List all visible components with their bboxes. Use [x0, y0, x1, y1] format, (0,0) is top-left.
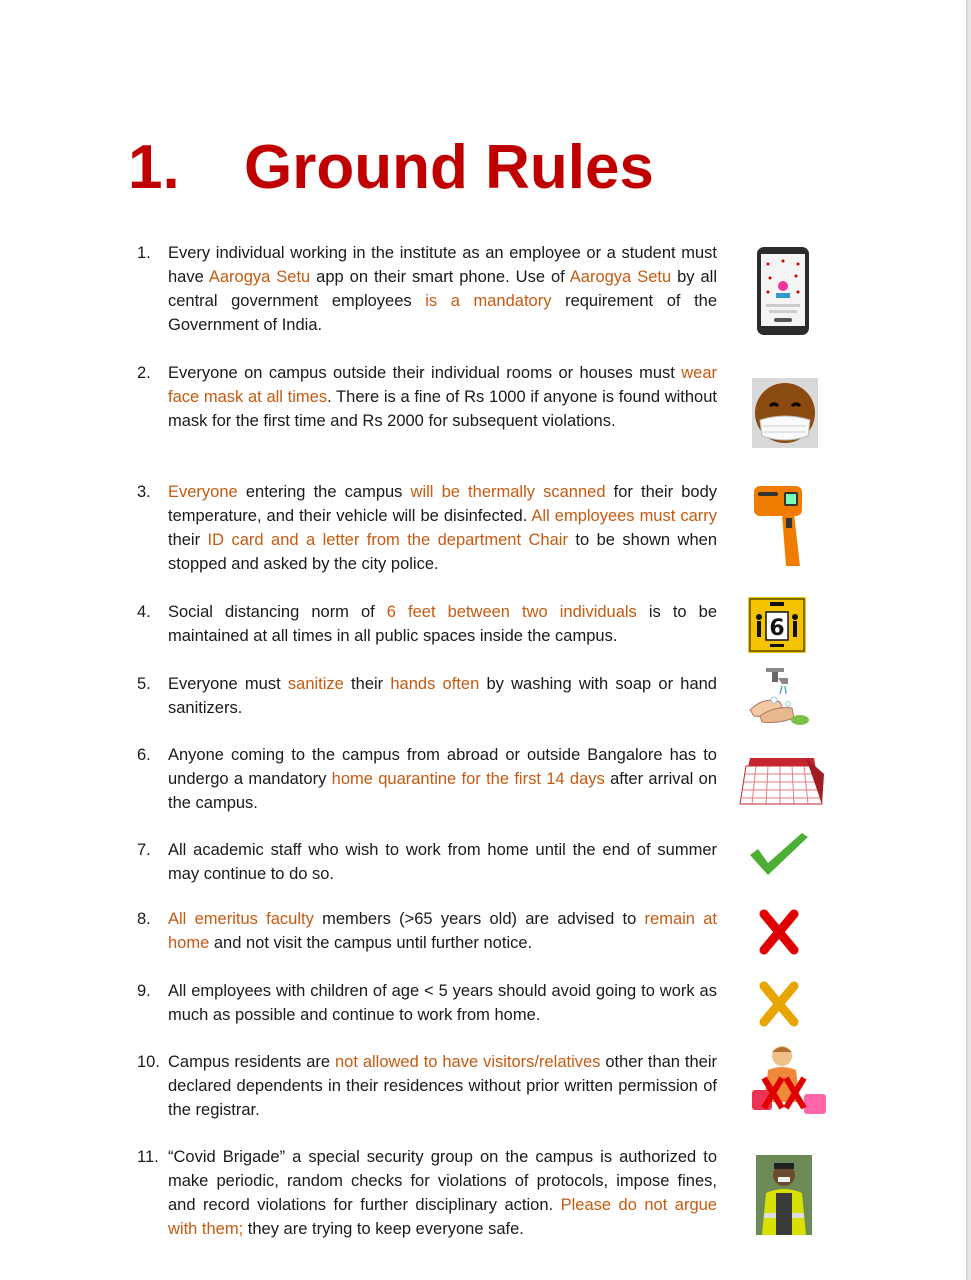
rule-text: [168, 480, 717, 576]
title-text: Ground Rules: [244, 133, 654, 202]
highlighted-text: home quarantine for the first 14 days: [331, 770, 605, 788]
text-segment: their: [168, 531, 208, 549]
face-mask-icon: [752, 378, 818, 448]
text-segment: other than their declared dependents in their residences without prior written permission of the registrar.: [168, 1053, 717, 1119]
highlighted-text: ID card and a letter from the department Chair: [207, 531, 568, 549]
text-segment: Campus residents are: [168, 1053, 335, 1071]
highlighted-text: All employees must carry: [531, 507, 717, 525]
six-feet-distance-icon: [748, 597, 806, 653]
rule-text: [168, 979, 717, 1027]
yellow-cross-icon: [758, 980, 800, 1028]
text-segment: for their body temperature, and their vehicle will be disinfected.: [168, 483, 717, 525]
rule-3: [137, 480, 717, 576]
text-segment: requirement of the Government of India.: [168, 292, 718, 334]
rule-text: [168, 1050, 717, 1122]
text-segment: they are trying to keep everyone safe.: [243, 1220, 524, 1238]
highlighted-text: All emeritus faculty: [168, 910, 314, 928]
rule-text: [168, 600, 717, 648]
rule-text: [168, 743, 717, 815]
rule-6: [137, 743, 717, 815]
rule-text: [168, 1145, 717, 1241]
rule-number: 11.: [137, 1148, 159, 1166]
text-segment: All academic staff who wish to work from home until the end of summer may continue to do so.: [168, 841, 717, 883]
text-segment: app on their smart phone. Use of: [310, 268, 570, 286]
text-segment: Every individual working in the institute as an employee or a student must have: [168, 244, 717, 286]
highlighted-text: Everyone: [168, 483, 238, 501]
text-segment: to be shown when stopped and asked by the city police.: [168, 531, 717, 573]
rule-11: [137, 1145, 717, 1241]
text-segment: Anyone coming to the campus from abroad or outside Bangalore has to undergo a mandatory: [168, 746, 717, 788]
rule-text: [168, 838, 717, 886]
highlighted-text: Aarogya Setu: [208, 268, 311, 286]
text-segment: their: [343, 675, 391, 693]
highlighted-text: Aarogya Setu: [569, 268, 672, 286]
highlighted-text: not allowed to have visitors/relatives: [334, 1053, 601, 1071]
calendar-icon: [736, 754, 824, 808]
rule-number: 2.: [137, 364, 151, 382]
rule-number: 5.: [137, 675, 151, 693]
green-check-icon: [746, 829, 812, 881]
text-segment: “Covid Brigade” a special security group on the campus is authorized to make periodic, random checks for violations of protocols, impose fines, and record violations for further disciplinary action.: [168, 1148, 717, 1214]
rule-9: [137, 979, 717, 1027]
hand-washing-icon: [744, 666, 810, 728]
red-cross-icon: [758, 908, 800, 956]
rule-number: 10.: [137, 1053, 160, 1071]
rule-number: 3.: [137, 483, 151, 501]
highlighted-text: wear face mask at all times: [168, 364, 717, 406]
rule-8: [137, 907, 717, 955]
rule-text: [168, 907, 717, 955]
text-segment: entering the campus: [237, 483, 411, 501]
text-segment: All employees with children of age < 5 years should avoid going to work as much as possible and continue to work from home.: [168, 982, 717, 1024]
rule-text: [168, 361, 717, 433]
text-segment: members (>65 years old) are advised to: [313, 910, 645, 928]
text-segment: Everyone must: [168, 675, 288, 693]
text-segment: Social distancing norm of: [168, 603, 387, 621]
rule-5: [137, 672, 717, 720]
no-visitors-icon: [746, 1042, 832, 1118]
highlighted-text: will be thermally scanned: [410, 483, 606, 501]
rule-1: [137, 241, 717, 337]
highlighted-text: remain at home: [168, 910, 718, 952]
rule-10: [137, 1050, 717, 1122]
highlighted-text: 6 feet between two individuals: [386, 603, 637, 621]
rule-number: 1.: [137, 244, 151, 262]
text-segment: by washing with soap or hand sanitizers.: [168, 675, 717, 717]
highlighted-text: sanitize: [287, 675, 344, 693]
six-label: 6: [769, 616, 785, 641]
rule-number: 4.: [137, 603, 151, 621]
text-segment: Everyone on campus outside their individual rooms or houses must: [168, 364, 682, 382]
rule-4: [137, 600, 717, 648]
rule-number: 7.: [137, 841, 151, 859]
text-segment: after arrival on the campus.: [168, 770, 717, 812]
phone-app-icon: [756, 246, 810, 336]
rule-2: [137, 361, 717, 433]
highlighted-text: is a mandatory: [425, 292, 552, 310]
highlighted-text: Please do not argue with them;: [168, 1196, 717, 1238]
text-segment: and not visit the campus until further notice.: [209, 934, 533, 952]
rule-7: [137, 838, 717, 886]
page-title: [128, 132, 654, 203]
title-number: 1.: [128, 133, 180, 202]
thermometer-gun-icon: [752, 482, 804, 568]
text-segment: is to be maintained at all times in all public spaces inside the campus.: [168, 603, 717, 645]
rule-number: 9.: [137, 982, 151, 1000]
rule-number: 6.: [137, 746, 151, 764]
rule-text: [168, 672, 717, 720]
text-segment: . There is a fine of Rs 1000 if anyone is found without mask for the first time and Rs 2000 for subsequent violations.: [168, 388, 717, 430]
rule-text: [168, 241, 717, 337]
text-segment: by all central government employees: [168, 268, 717, 310]
highlighted-text: hands often: [390, 675, 480, 693]
security-guard-icon: [756, 1155, 812, 1235]
rule-number: 8.: [137, 910, 151, 928]
